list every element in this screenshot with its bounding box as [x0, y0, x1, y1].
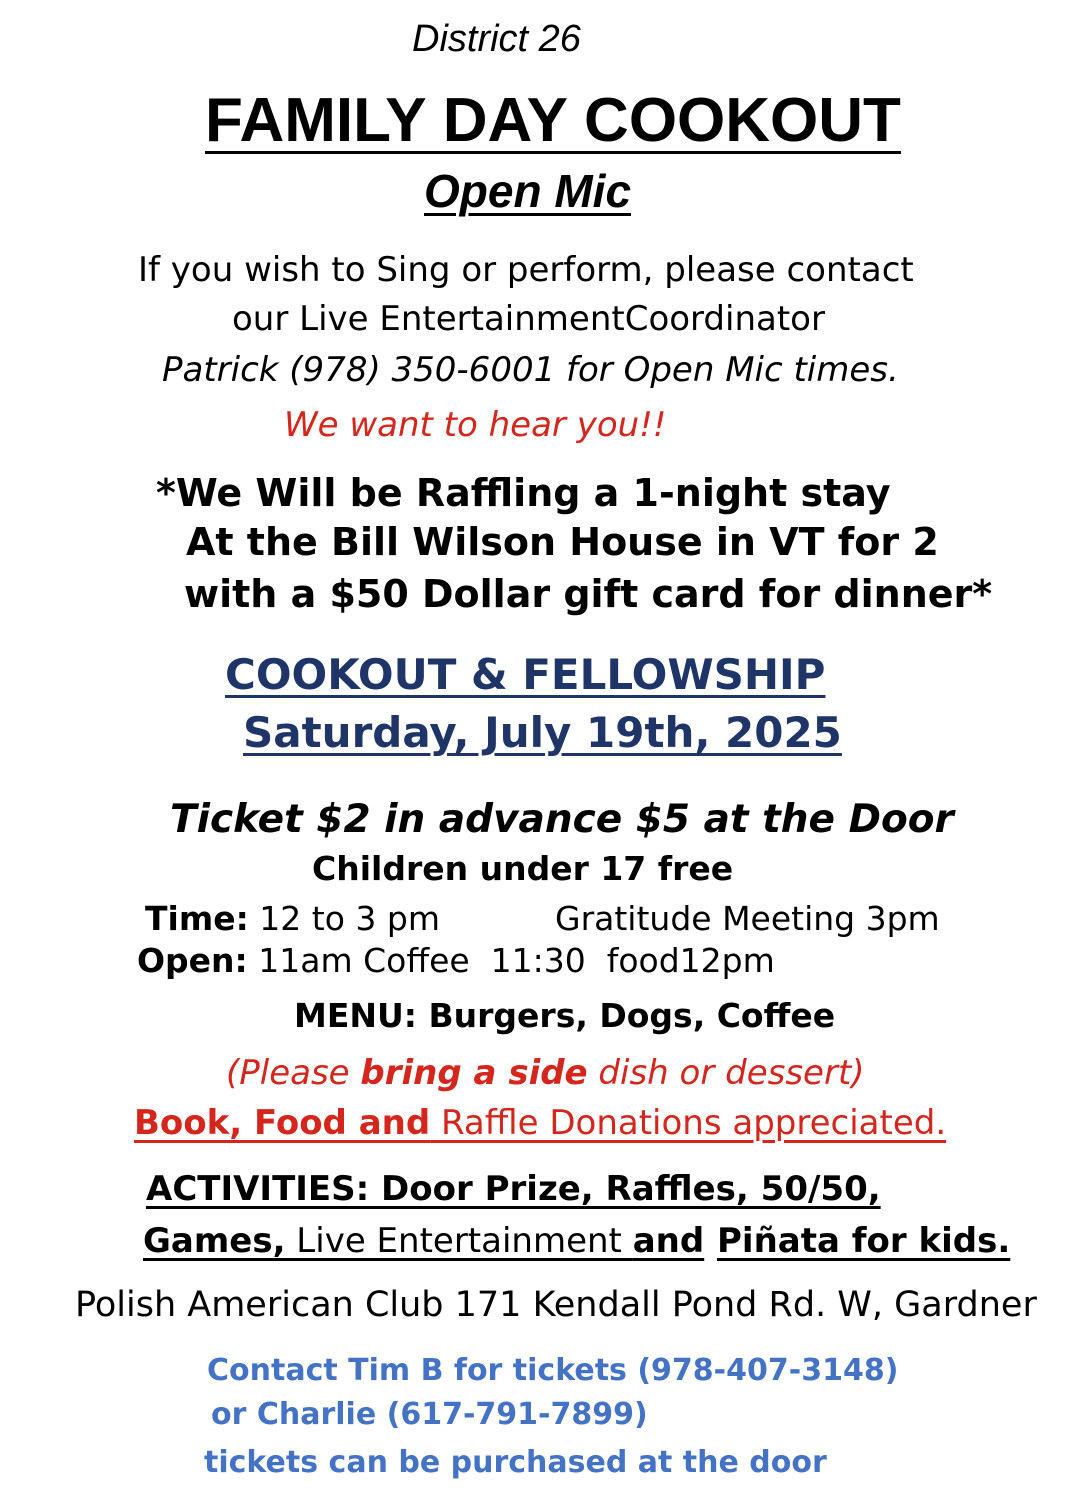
- intro-line-1: If you wish to Sing or perform, please contact: [138, 250, 914, 290]
- time-value: 12 to 3 pm: [259, 899, 440, 938]
- intro-line-2: our Live EntertainmentCoordinator: [232, 299, 825, 339]
- gratitude-meeting: Gratitude Meeting 3pm: [555, 899, 940, 938]
- activities-line-2: [143, 1221, 705, 1261]
- district-label: District 26: [412, 18, 581, 60]
- contact-line-1: Contact Tim B for tickets (978-407-3148): [207, 1353, 899, 1388]
- side-bold: bring a side: [360, 1053, 588, 1093]
- activities-line-1: ACTIVITIES: Door Prize, Raffles, 50/50,: [146, 1169, 881, 1209]
- activities-games: Games,: [143, 1221, 286, 1261]
- event-date: Saturday, July 19th, 2025: [243, 708, 842, 757]
- schedule-open: [137, 941, 775, 980]
- side-dish-request: [226, 1053, 865, 1093]
- raffle-line-2: At the Bill Wilson House in VT for 2: [186, 520, 939, 564]
- contact-line-2: or Charlie (617-791-7899): [211, 1397, 648, 1432]
- intro-tagline: We want to hear you!!: [284, 405, 667, 445]
- donations-bold: Book, Food and: [134, 1103, 431, 1143]
- donations-note: [134, 1103, 947, 1143]
- event-subtitle: Open Mic: [424, 165, 632, 217]
- open-label: Open:: [137, 941, 248, 980]
- schedule-time: [145, 899, 440, 938]
- donations-rest: Raffle Donations appreciated.: [430, 1103, 947, 1143]
- menu-items: Burgers, Dogs, Coffee: [428, 996, 836, 1035]
- activities-pinata: Piñata for kids.: [717, 1221, 1011, 1261]
- event-title: FAMILY DAY COOKOUT: [205, 86, 901, 155]
- menu: [294, 996, 836, 1035]
- children-note: Children under 17 free: [312, 849, 734, 888]
- contact-line-3: tickets can be purchased at the door: [204, 1445, 827, 1480]
- event-location: Polish American Club 171 Kendall Pond Rd. W, Gardner: [75, 1285, 1037, 1325]
- raffle-line-3: with a $50 Dollar gift card for dinner*: [184, 572, 993, 616]
- side-close: dish or dessert): [587, 1053, 865, 1093]
- time-label: Time:: [145, 899, 249, 938]
- ticket-price: Ticket $2 in advance $5 at the Door: [170, 797, 954, 842]
- activities-live: Live Entertainment: [285, 1221, 633, 1261]
- event-heading: COOKOUT & FELLOWSHIP: [225, 650, 826, 699]
- raffle-line-1: *We Will be Raffling a 1-night stay: [156, 471, 891, 515]
- activities-and: and: [632, 1221, 705, 1261]
- intro-line-3: Patrick (978) 350-6001 for Open Mic times.: [162, 350, 899, 390]
- open-value: 11am Coffee 11:30 food12pm: [258, 941, 775, 980]
- side-open: (Please: [226, 1053, 361, 1093]
- menu-label: MENU:: [294, 996, 417, 1035]
